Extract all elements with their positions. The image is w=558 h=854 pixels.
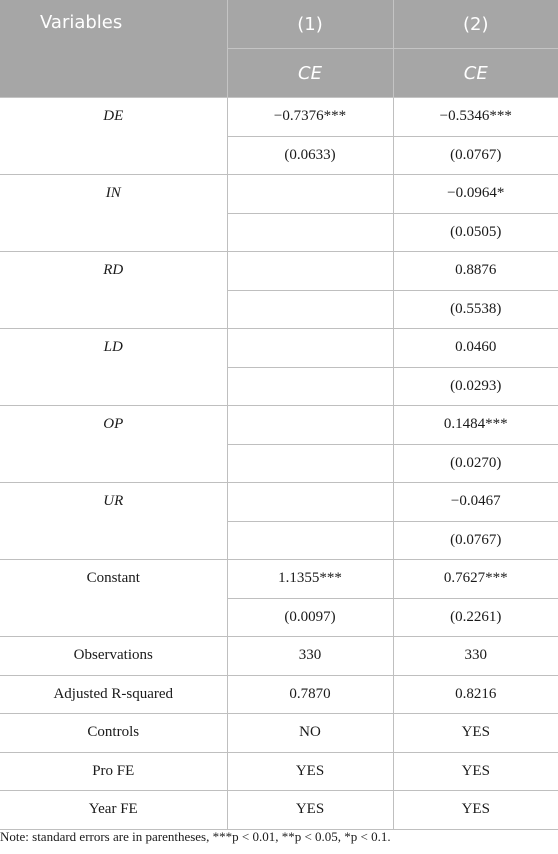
stat-value: YES [393,752,558,791]
se-cell: (0.5538) [393,290,558,329]
stat-value: YES [227,791,393,830]
variables-header: Variables [0,0,227,98]
var-label-ur: UR [0,483,227,560]
stat-value: 0.7870 [227,675,393,714]
coef-cell: 0.7627*** [393,560,558,599]
table-row [0,252,558,291]
stat-value: YES [393,714,558,753]
var-label-constant: Constant [0,560,227,637]
stat-row-controls [0,714,558,753]
coef-cell: 0.0460 [393,329,558,368]
coef-cell [227,406,393,445]
coef-cell: 0.1484*** [393,406,558,445]
se-cell [227,290,393,329]
coef-cell [227,483,393,522]
table-note: Note: standard errors are in parentheses, ***p < 0.01, **p < 0.05, *p < 0.1. [0,829,391,844]
table-row [0,329,558,368]
var-label-rd: RD [0,252,227,329]
stat-label: Year FE [0,791,227,830]
col2-header: (2) [393,0,558,49]
se-cell: (0.0505) [393,213,558,252]
stat-row-year-fe [0,791,558,830]
stat-value: 0.8216 [393,675,558,714]
stat-label: Pro FE [0,752,227,791]
se-cell [227,521,393,560]
stat-value: NO [227,714,393,753]
se-cell [227,444,393,483]
se-cell: (0.2261) [393,598,558,637]
se-cell: (0.0767) [393,521,558,560]
stat-value: YES [393,791,558,830]
stat-value: YES [227,752,393,791]
table-row [0,406,558,445]
se-cell: (0.0633) [227,136,393,175]
se-cell: (0.0293) [393,367,558,406]
table-row [0,560,558,599]
coef-cell: −0.7376*** [227,98,393,137]
stat-row-adj-r2 [0,675,558,714]
stat-label: Controls [0,714,227,753]
coef-cell [227,252,393,291]
se-cell [227,367,393,406]
coef-cell: 1.1355*** [227,560,393,599]
coef-cell [227,175,393,214]
col2-dependent-var: CE [393,49,558,98]
stat-label: Adjusted R-squared [0,675,227,714]
stat-row-pro-fe [0,752,558,791]
stat-value: 330 [393,637,558,676]
var-label-de: DE [0,98,227,175]
se-cell: (0.0270) [393,444,558,483]
coef-cell: 0.8876 [393,252,558,291]
stat-value: 330 [227,637,393,676]
coef-cell: −0.0467 [393,483,558,522]
table-row [0,98,558,137]
se-cell: (0.0097) [227,598,393,637]
coef-cell [227,329,393,368]
header-row [0,0,558,49]
var-label-ld: LD [0,329,227,406]
se-cell: (0.0767) [393,136,558,175]
col1-dependent-var: CE [227,49,393,98]
col1-header: (1) [227,0,393,49]
var-label-op: OP [0,406,227,483]
table-row [0,483,558,522]
coef-cell: −0.0964* [393,175,558,214]
stat-label: Observations [0,637,227,676]
var-label-in: IN [0,175,227,252]
table-row [0,175,558,214]
coef-cell: −0.5346*** [393,98,558,137]
stat-row-observations [0,637,558,676]
se-cell [227,213,393,252]
